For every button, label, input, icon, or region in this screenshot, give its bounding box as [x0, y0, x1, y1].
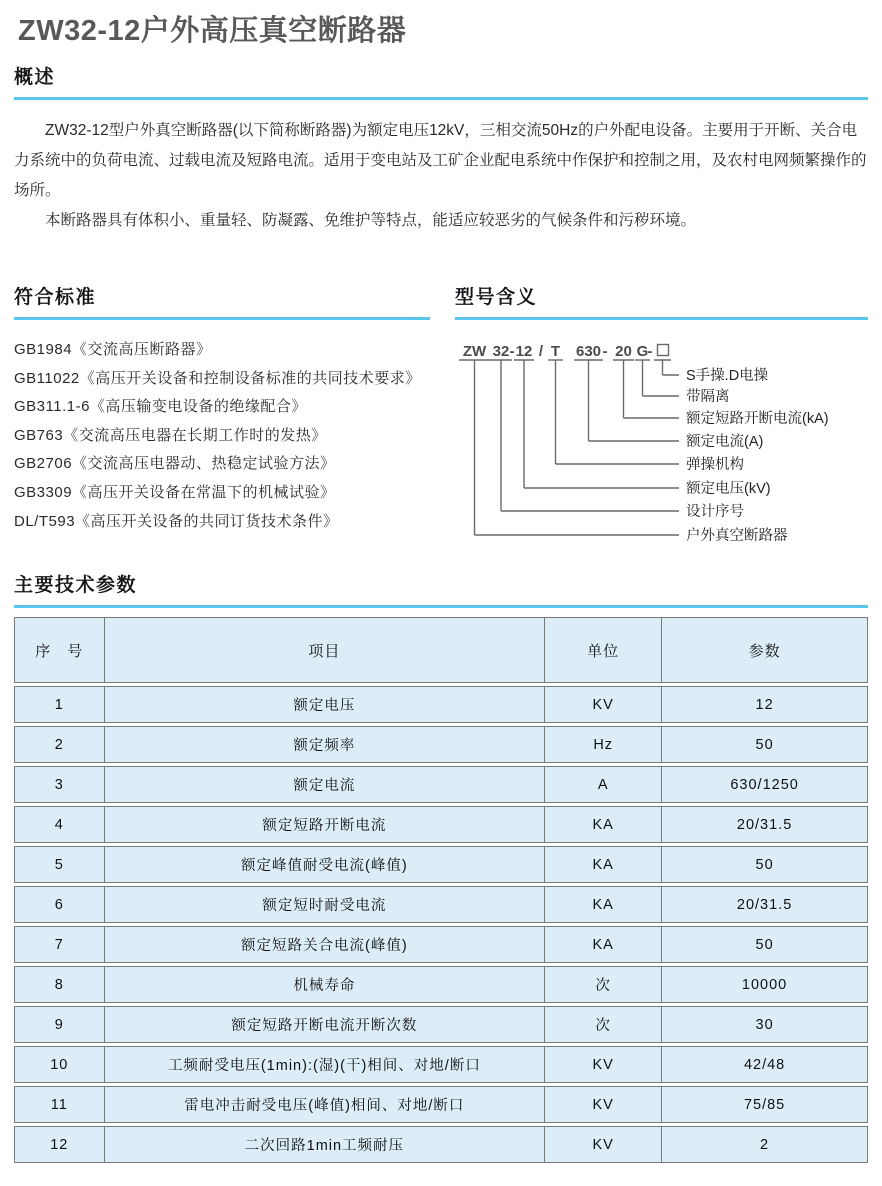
model-label: 额定电压(kV) — [686, 481, 771, 497]
row-value: 20/31.5 — [662, 886, 868, 923]
row-value: 42/48 — [662, 1046, 868, 1083]
row-unit: Hz — [545, 726, 662, 763]
table-row — [14, 886, 868, 923]
table-row — [14, 1006, 868, 1043]
row-value: 50 — [662, 726, 868, 763]
row-value: 630/1250 — [662, 766, 868, 803]
table-row — [14, 726, 868, 763]
table-row — [14, 686, 868, 723]
accent-divider — [14, 97, 868, 100]
row-index: 6 — [14, 886, 105, 923]
model-label: 弹操机构 — [686, 457, 744, 473]
column-header: 序 号 — [14, 617, 105, 683]
row-item: 额定短时耐受电流 — [105, 886, 546, 923]
row-unit: KA — [545, 846, 662, 883]
row-value: 50 — [662, 926, 868, 963]
row-unit: A — [545, 766, 662, 803]
row-item: 额定频率 — [105, 726, 546, 763]
model-label: S手操.D电操 — [686, 368, 769, 384]
model-meaning-section — [455, 286, 868, 548]
table-row — [14, 1126, 868, 1163]
model-code-segment: 12 — [515, 343, 533, 360]
row-item: 机械寿命 — [105, 966, 546, 1003]
parameters-section — [14, 574, 868, 1166]
row-value: 10000 — [662, 966, 868, 1003]
standard-item: DL/T593《高压开关设备的共同订货技术条件》 — [14, 512, 339, 530]
row-index: 1 — [14, 686, 105, 723]
model-diagram — [455, 333, 868, 548]
table-row — [14, 806, 868, 843]
overview-paragraph: 本断路器具有体积小、重量轻、防凝露、免维护等特点，能适应较恶劣的气候条件和污秽环境。 — [45, 212, 697, 229]
model-code-segment: T — [550, 343, 561, 360]
row-item: 额定电流 — [105, 766, 546, 803]
model-label: 额定电流(A) — [686, 434, 764, 450]
model-label: 设计序号 — [686, 504, 744, 520]
row-index: 11 — [14, 1086, 105, 1123]
model-meaning-heading: 型号含义 — [455, 287, 538, 308]
row-unit: KV — [545, 1126, 662, 1163]
row-index: 5 — [14, 846, 105, 883]
row-index: 7 — [14, 926, 105, 963]
model-label: 带隔离 — [686, 389, 730, 405]
row-unit: KA — [545, 886, 662, 923]
parameters-heading: 主要技术参数 — [14, 575, 138, 596]
standard-item: GB11022《高压开关设备和控制设备标准的共同技术要求》 — [14, 369, 421, 387]
row-item: 额定短路开断电流开断次数 — [105, 1006, 546, 1043]
row-index: 4 — [14, 806, 105, 843]
model-code-separator: - — [602, 343, 608, 360]
model-code-segment: 630 — [575, 343, 602, 360]
table-row — [14, 766, 868, 803]
row-unit: 次 — [545, 966, 662, 1003]
column-header: 单位 — [545, 617, 662, 683]
table-header-row — [14, 617, 868, 683]
row-index: 2 — [14, 726, 105, 763]
overview-paragraphs — [14, 116, 868, 236]
table-row — [14, 846, 868, 883]
row-unit: KA — [545, 926, 662, 963]
row-unit: KV — [545, 1046, 662, 1083]
row-unit: KA — [545, 806, 662, 843]
table-row — [14, 926, 868, 963]
standard-item: GB1984《交流高压断路器》 — [14, 341, 212, 358]
row-item: 雷电冲击耐受电压(峰值)相间、对地/断口 — [105, 1086, 546, 1123]
row-item: 额定峰值耐受电流(峰值) — [105, 846, 546, 883]
model-label: 额定短路开断电流(kA) — [686, 411, 829, 427]
standards-heading: 符合标准 — [14, 287, 97, 308]
row-index: 8 — [14, 966, 105, 1003]
row-item: 二次回路1min工频耐压 — [105, 1126, 546, 1163]
column-header: 项目 — [105, 617, 546, 683]
parameters-table — [14, 614, 868, 1166]
two-column-section — [14, 286, 868, 548]
accent-divider — [455, 317, 868, 320]
row-index: 9 — [14, 1006, 105, 1043]
row-item: 工频耐受电压(1min):(湿)(干)相间、对地/断口 — [105, 1046, 546, 1083]
row-value: 2 — [662, 1126, 868, 1163]
overview-paragraph: ZW32-12型户外真空断路器(以下简称断路器)为额定电压12kV，三相交流50Hz的户外配电设备。主要用于开断、关合电力系统中的负荷电流、过载电流及短路电流。适用于变电站及工矿企业配电系统中作保护和控制之用，及农村电网频繁操作的场所。 — [14, 122, 867, 199]
model-code-box — [658, 345, 669, 356]
overview-section — [14, 66, 868, 236]
model-code-segment: 20 — [615, 343, 632, 360]
standards-list — [14, 336, 430, 536]
standards-section — [14, 286, 430, 548]
row-item: 额定短路开断电流 — [105, 806, 546, 843]
table-row — [14, 1086, 868, 1123]
page-title: ZW32-12户外高压真空断路器 — [18, 15, 407, 47]
accent-divider — [14, 317, 430, 320]
row-value: 50 — [662, 846, 868, 883]
standard-item: GB763《交流高压电器在长期工作时的发热》 — [14, 426, 327, 444]
model-code-separator: - — [509, 343, 515, 360]
model-label: 户外真空断路器 — [686, 528, 788, 544]
row-item: 额定短路关合电流(峰值) — [105, 926, 546, 963]
row-value: 75/85 — [662, 1086, 868, 1123]
row-item: 额定电压 — [105, 686, 546, 723]
row-unit: KV — [545, 686, 662, 723]
standard-item: GB311.1-6《高压输变电设备的绝缘配合》 — [14, 398, 307, 416]
column-header: 参数 — [662, 617, 868, 683]
model-code-separator: / — [538, 343, 544, 360]
model-code-segment: ZW — [462, 343, 487, 360]
standard-item: GB2706《交流高压电器动、热稳定试验方法》 — [14, 455, 336, 473]
row-value: 20/31.5 — [662, 806, 868, 843]
row-index: 10 — [14, 1046, 105, 1083]
standard-item: GB3309《高压开关设备在常温下的机械试验》 — [14, 483, 336, 501]
row-unit: KV — [545, 1086, 662, 1123]
row-index: 3 — [14, 766, 105, 803]
model-code-segment: 32 — [492, 343, 510, 360]
accent-divider — [14, 605, 868, 608]
table-row — [14, 966, 868, 1003]
model-code-separator: - — [647, 343, 653, 360]
row-value: 30 — [662, 1006, 868, 1043]
overview-heading: 概述 — [14, 67, 56, 88]
row-value: 12 — [662, 686, 868, 723]
row-index: 12 — [14, 1126, 105, 1163]
row-unit: 次 — [545, 1006, 662, 1043]
table-row — [14, 1046, 868, 1083]
model-code-segment: G — [636, 343, 649, 360]
